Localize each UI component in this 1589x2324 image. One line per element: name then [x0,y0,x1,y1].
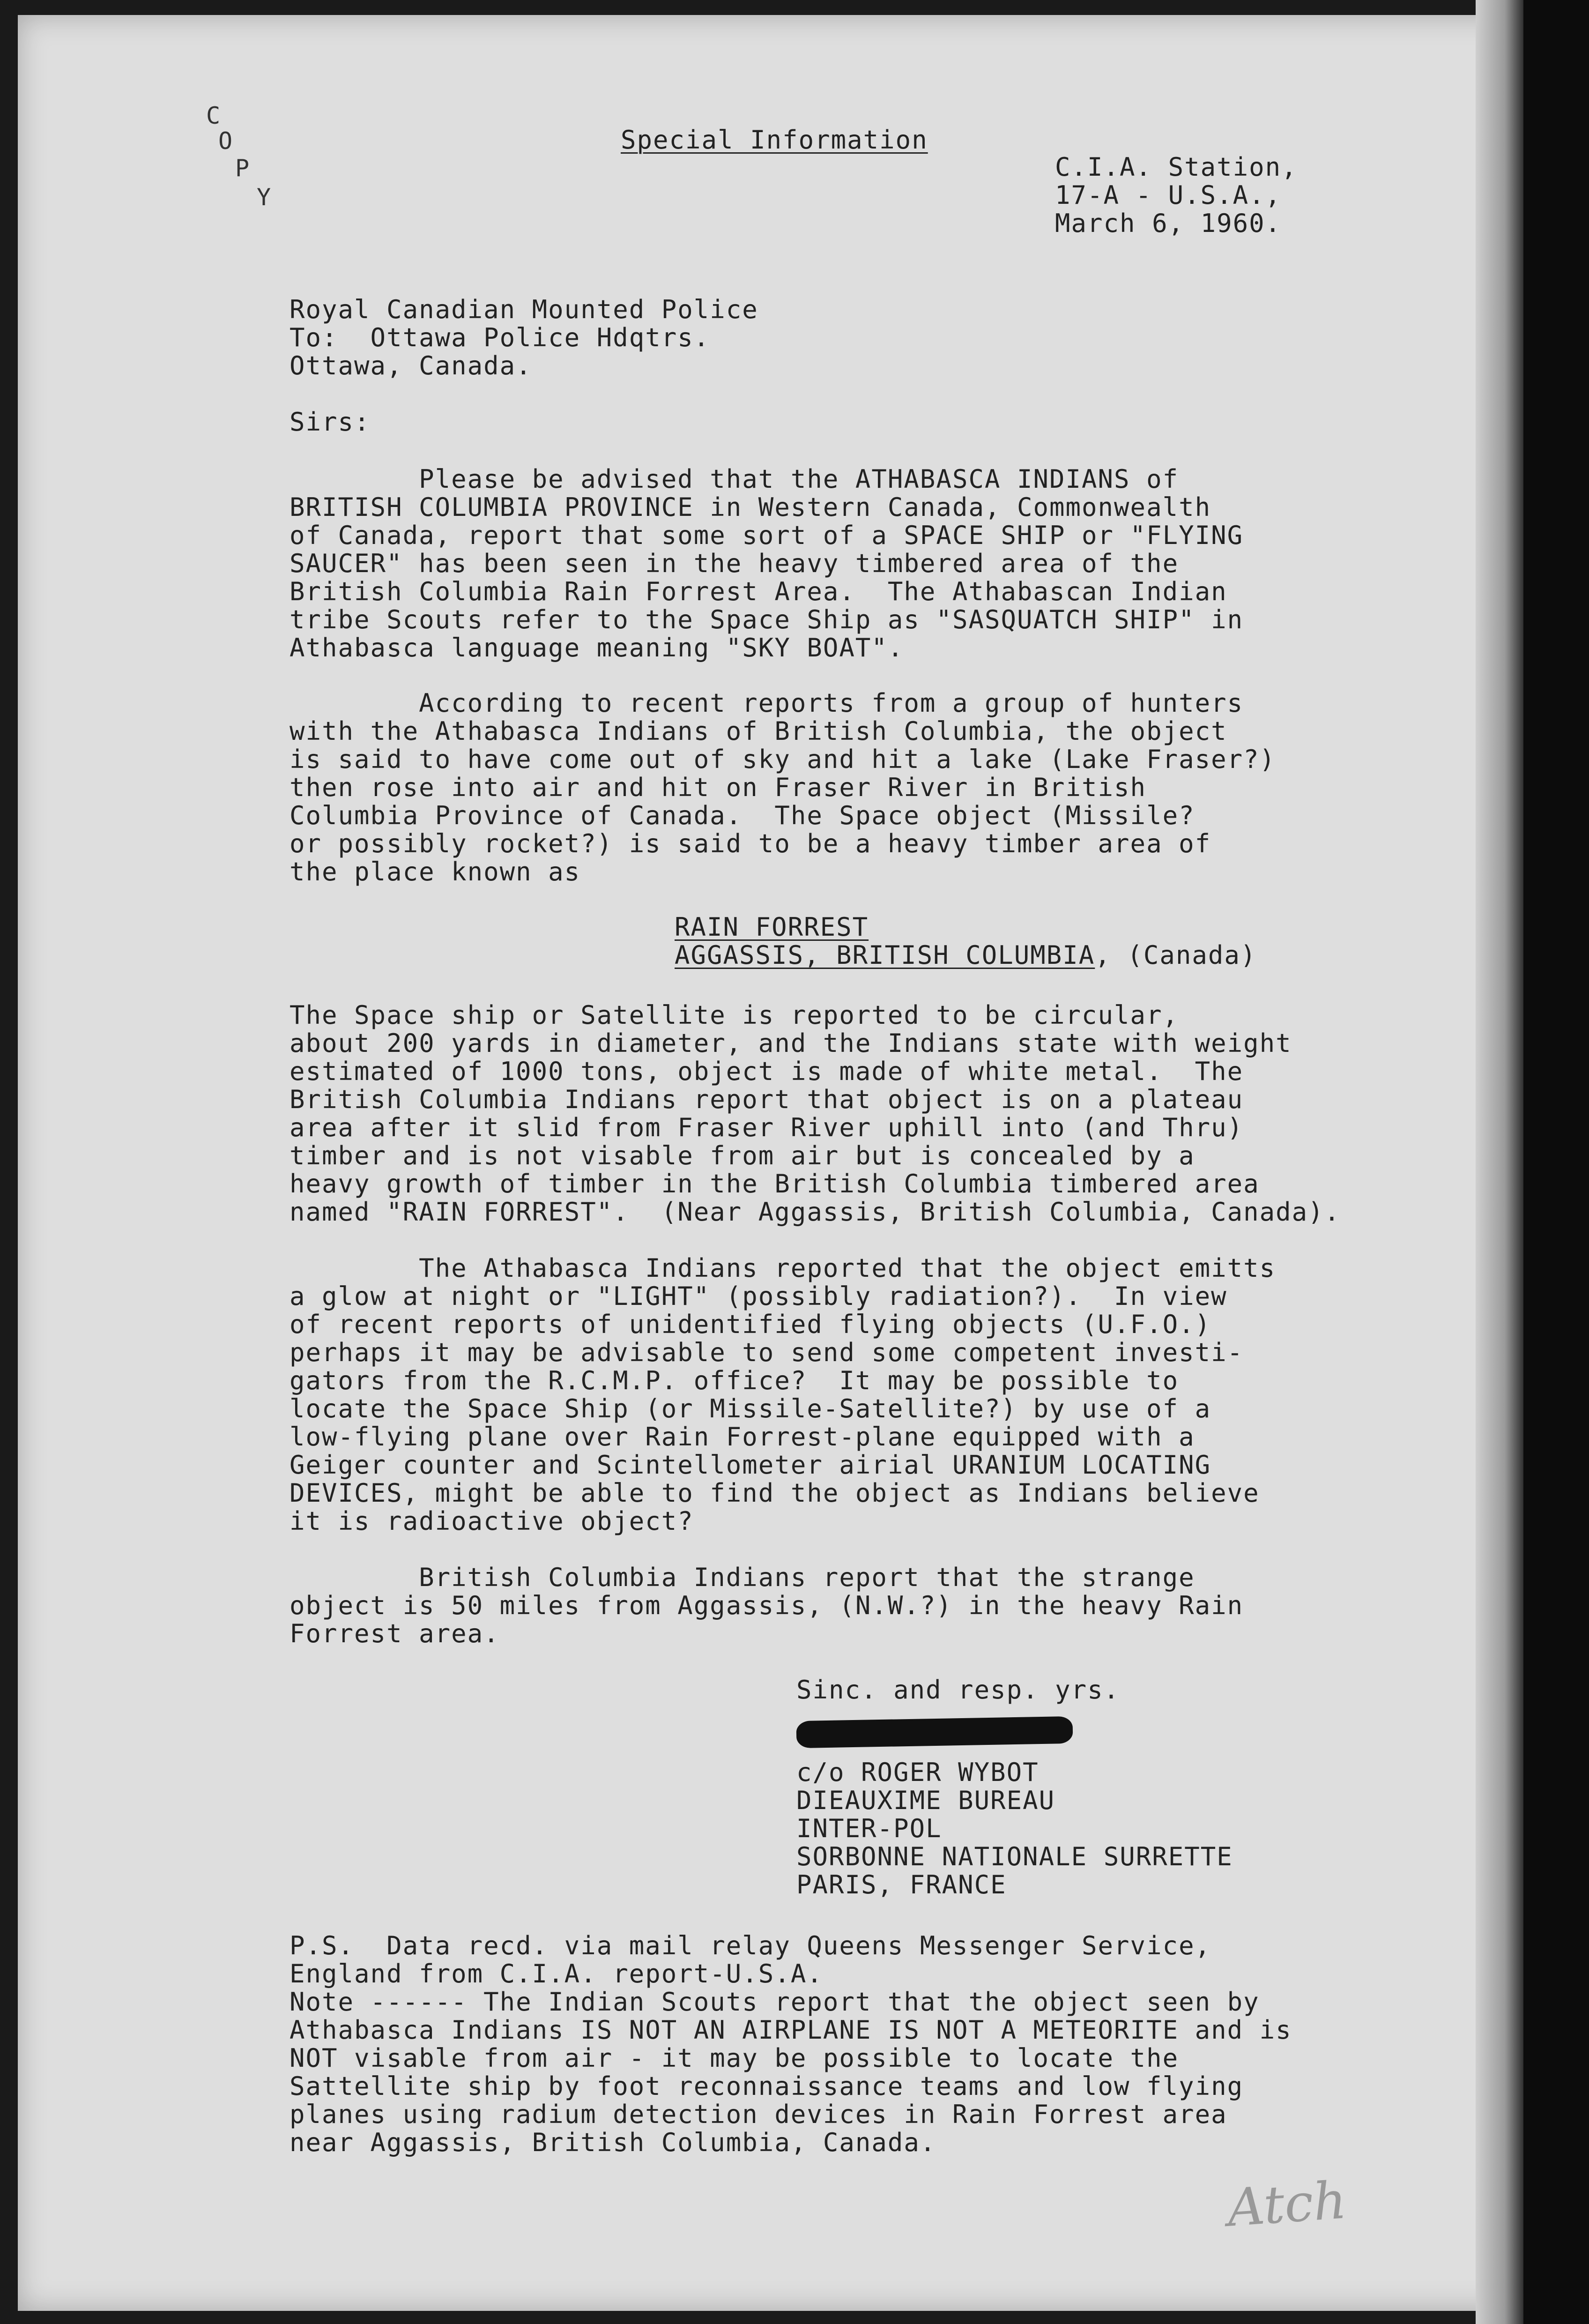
location-name: AGGASSIS, BRITISH COLUMBIA [675,940,1095,970]
signature-line-4: SORBONNE NATIONALE SURRETTE [796,1842,1233,1871]
copy-mark-c: C [206,102,221,129]
para4-line: The Athabasca Indians reported that the object emitts [290,1253,1276,1283]
closing: Sinc. and resp. yrs. [796,1675,1120,1705]
para1-line: Please be advised that the ATHABASCA INDIANS of [290,464,1179,494]
para1-line: tribe Scouts refer to the Space Ship as "SASQUATCH SHIP" in [290,605,1244,634]
station-line-2: 17-A - U.S.A., [1055,180,1282,210]
para1-line: BRITISH COLUMBIA PROVINCE in Western Canada, Commonwealth [290,492,1211,522]
para1-line: Athabasca language meaning "SKY BOAT". [290,633,904,663]
para1-line: British Columbia Rain Forrest Area. The Athabascan Indian [290,577,1227,606]
station-date: March 6, 1960. [1055,209,1282,238]
scan-border [1523,0,1589,2324]
postscript-line: near Aggassis, British Columbia, Canada. [290,2128,936,2157]
para4-line: a glow at night or "LIGHT" (possibly radiation?). In view [290,1281,1227,1311]
para4-line: perhaps it may be advisable to send some competent investi- [290,1338,1244,1367]
para2-line: or possibly rocket?) is said to be a heavy timber area of [290,829,1211,858]
redacted-signature [796,1716,1073,1748]
postscript-line: Note ------ The Indian Scouts report that the object seen by [290,1987,1260,2017]
para3-line: heavy growth of timber in the British Columbia timbered area [290,1169,1260,1199]
postscript-line: P.S. Data recd. via mail relay Queens Messenger Service, [290,1931,1211,1960]
para4-line: gators from the R.C.M.P. office? It may be possible to [290,1366,1179,1395]
copy-mark-p: P [235,155,250,182]
postscript-line: England from C.I.A. report-U.S.A. [290,1959,823,1989]
postscript-line: Athabasca Indians IS NOT AN AIRPLANE IS NOT A METEORITE and is [290,2015,1292,2045]
para4-line: Geiger counter and Scintellometer airial URANIUM LOCATING [290,1450,1211,1480]
page-edge-shadow [1476,0,1524,2324]
salutation: Sirs: [290,407,371,437]
para5-line: British Columbia Indians report that the strange [290,1563,1195,1592]
location-line-2 [675,941,1256,970]
para5-line: object is 50 miles from Aggassis, (N.W.?) in the heavy Rain [290,1591,1244,1620]
signature-line-1: c/o ROGER WYBOT [796,1758,1039,1787]
signature-line-2: DIEAUXIME BUREAU [796,1786,1055,1815]
para2-line: is said to have come out of sky and hit a lake (Lake Fraser?) [290,745,1276,774]
addressee-line-3: Ottawa, Canada. [290,351,532,380]
para3-line: estimated of 1000 tons, object is made of white metal. The [290,1057,1244,1086]
postscript-line: NOT visable from air - it may be possible to locate the [290,2043,1179,2073]
location-line-1: RAIN FORREST [675,912,869,942]
para4-line: DEVICES, might be able to find the object as Indians believe [290,1478,1260,1508]
para3-line: about 200 yards in diameter, and the Indians state with weight [290,1028,1292,1058]
para3-line: area after it slid from Fraser River uphill into (and Thru) [290,1113,1244,1142]
addressee-line-2: To: Ottawa Police Hdqtrs. [290,323,710,352]
para4-line: locate the Space Ship (or Missile-Satellite?) by use of a [290,1394,1211,1423]
copy-mark-o: O [218,127,233,155]
copy-mark-y: Y [257,184,271,211]
para3-line: The Space ship or Satellite is reported to be circular, [290,1000,1179,1030]
para2-line: with the Athabasca Indians of British Columbia, the object [290,716,1227,746]
handwritten-attachment-mark: Atch [1225,2170,1349,2238]
postscript-line: Sattellite ship by foot reconnaissance teams and low flying [290,2071,1244,2101]
para4-line: of recent reports of unidentified flying objects (U.F.O.) [290,1310,1211,1339]
para1-line: SAUCER" has been seen in the heavy timbered area of the [290,549,1179,578]
para4-line: low-flying plane over Rain Forrest-plane equipped with a [290,1422,1195,1452]
location-country: , (Canada) [1095,940,1257,970]
para2-line: According to recent reports from a group of hunters [290,688,1244,718]
signature-line-3: INTER-POL [796,1814,942,1843]
para1-line: of Canada, report that some sort of a SPACE SHIP or "FLYING [290,521,1244,550]
para2-line: then rose into air and hit on Fraser River in British [290,773,1147,802]
station-line-1: C.I.A. Station, [1055,152,1298,182]
signature-line-5: PARIS, FRANCE [796,1870,1007,1899]
para5-line: Forrest area. [290,1619,500,1648]
para3-line: named "RAIN FORREST". (Near Aggassis, British Columbia, Canada). [290,1197,1341,1227]
para3-line: British Columbia Indians report that object is on a plateau [290,1085,1244,1114]
addressee-line-1: Royal Canadian Mounted Police [290,295,758,324]
para3-line: timber and is not visable from air but is concealed by a [290,1141,1195,1170]
postscript-line: planes using radium detection devices in Rain Forrest area [290,2100,1227,2129]
document-title: Special Information [621,125,928,155]
para2-line: the place known as [290,857,581,886]
para4-line: it is radioactive object? [290,1506,694,1536]
para2-line: Columbia Province of Canada. The Space object (Missile? [290,801,1195,830]
